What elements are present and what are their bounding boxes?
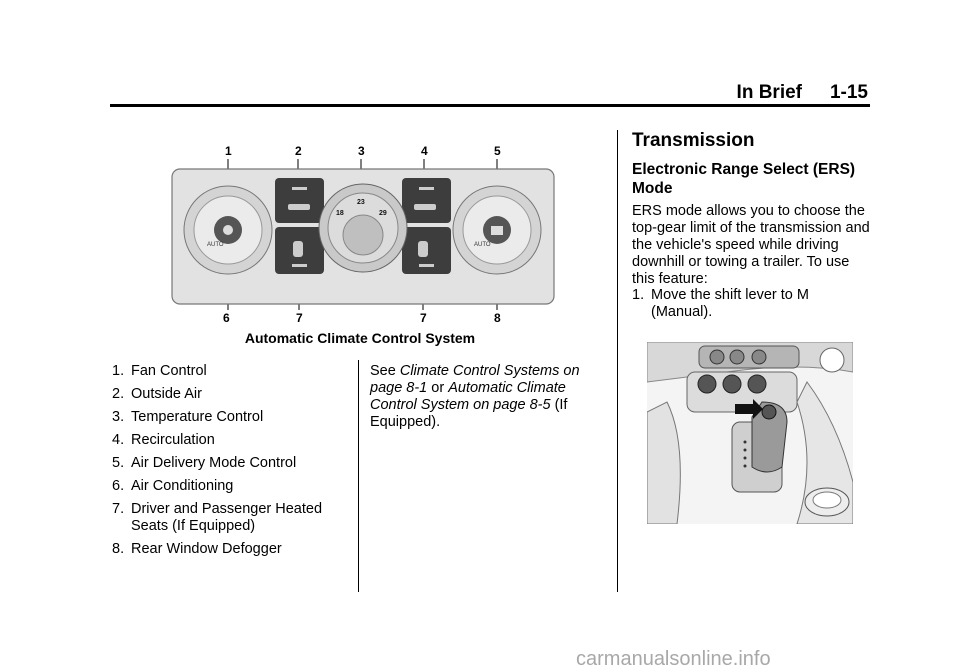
auto-label-right: AUTO [474, 242, 491, 248]
column-divider-left [358, 360, 359, 592]
legend-list [112, 363, 347, 564]
link-climate-control-systems[interactable]: Climate Control Systems on page 8-1 [370, 363, 580, 396]
callout-8: 8 [494, 311, 501, 325]
list-item: 8. Rear Window Defogger [112, 541, 282, 557]
callout-1: 1 [225, 144, 232, 158]
list-item: 3. Temperature Control [112, 409, 264, 425]
link-automatic-climate-control[interactable]: Automatic Climate Control System on page 8-5 [370, 380, 566, 413]
watermark: carmanualsonline.info [576, 648, 771, 670]
list-item: 5. Air Delivery Mode Control [112, 455, 297, 471]
page-number: 1-15 [829, 82, 868, 103]
callout-7-passenger: 7 [420, 311, 427, 325]
subsection-title: Electronic Range Select (ERS) Mode [632, 161, 856, 197]
section-title: Transmission [632, 130, 755, 151]
auto-label-left: AUTO [207, 242, 224, 248]
callout-2: 2 [295, 144, 302, 158]
body-paragraph: ERS mode allows you to choose the top-gear limit of the transmission and the vehicle's speed while driving downhill or towing a trailer. To use this feature: [632, 203, 870, 287]
callout-3: 3 [358, 144, 365, 158]
header-title: In Brief [736, 82, 802, 103]
temp-29: 29 [379, 210, 387, 217]
climate-control-figure [160, 140, 565, 350]
figure-caption: Automatic Climate Control System [244, 330, 476, 346]
header-rule [110, 104, 870, 107]
list-item: 6. Air Conditioning [112, 478, 234, 494]
callout-4: 4 [421, 144, 428, 158]
temp-18: 18 [336, 210, 344, 217]
temp-23: 23 [357, 199, 365, 206]
list-item: 7. Driver and Passenger Heated Seats (If Equipped) [112, 501, 323, 534]
page-header [110, 82, 870, 106]
shift-lever-illustration [647, 342, 853, 524]
callout-6: 6 [223, 311, 230, 325]
list-item: 4. Recirculation [112, 432, 215, 448]
step-item: 1. Move the shift lever to M (Manual). [632, 287, 809, 320]
column-divider-right [617, 130, 618, 592]
callout-5: 5 [494, 144, 501, 158]
list-item: 1. Fan Control [112, 363, 207, 379]
list-item: 2. Outside Air [112, 386, 202, 402]
see-reference: See Climate Control Systems on page 8-1 or Automatic Climate Control System on page 8-5 (If Equipped). [370, 363, 580, 430]
callout-7-driver: 7 [296, 311, 303, 325]
